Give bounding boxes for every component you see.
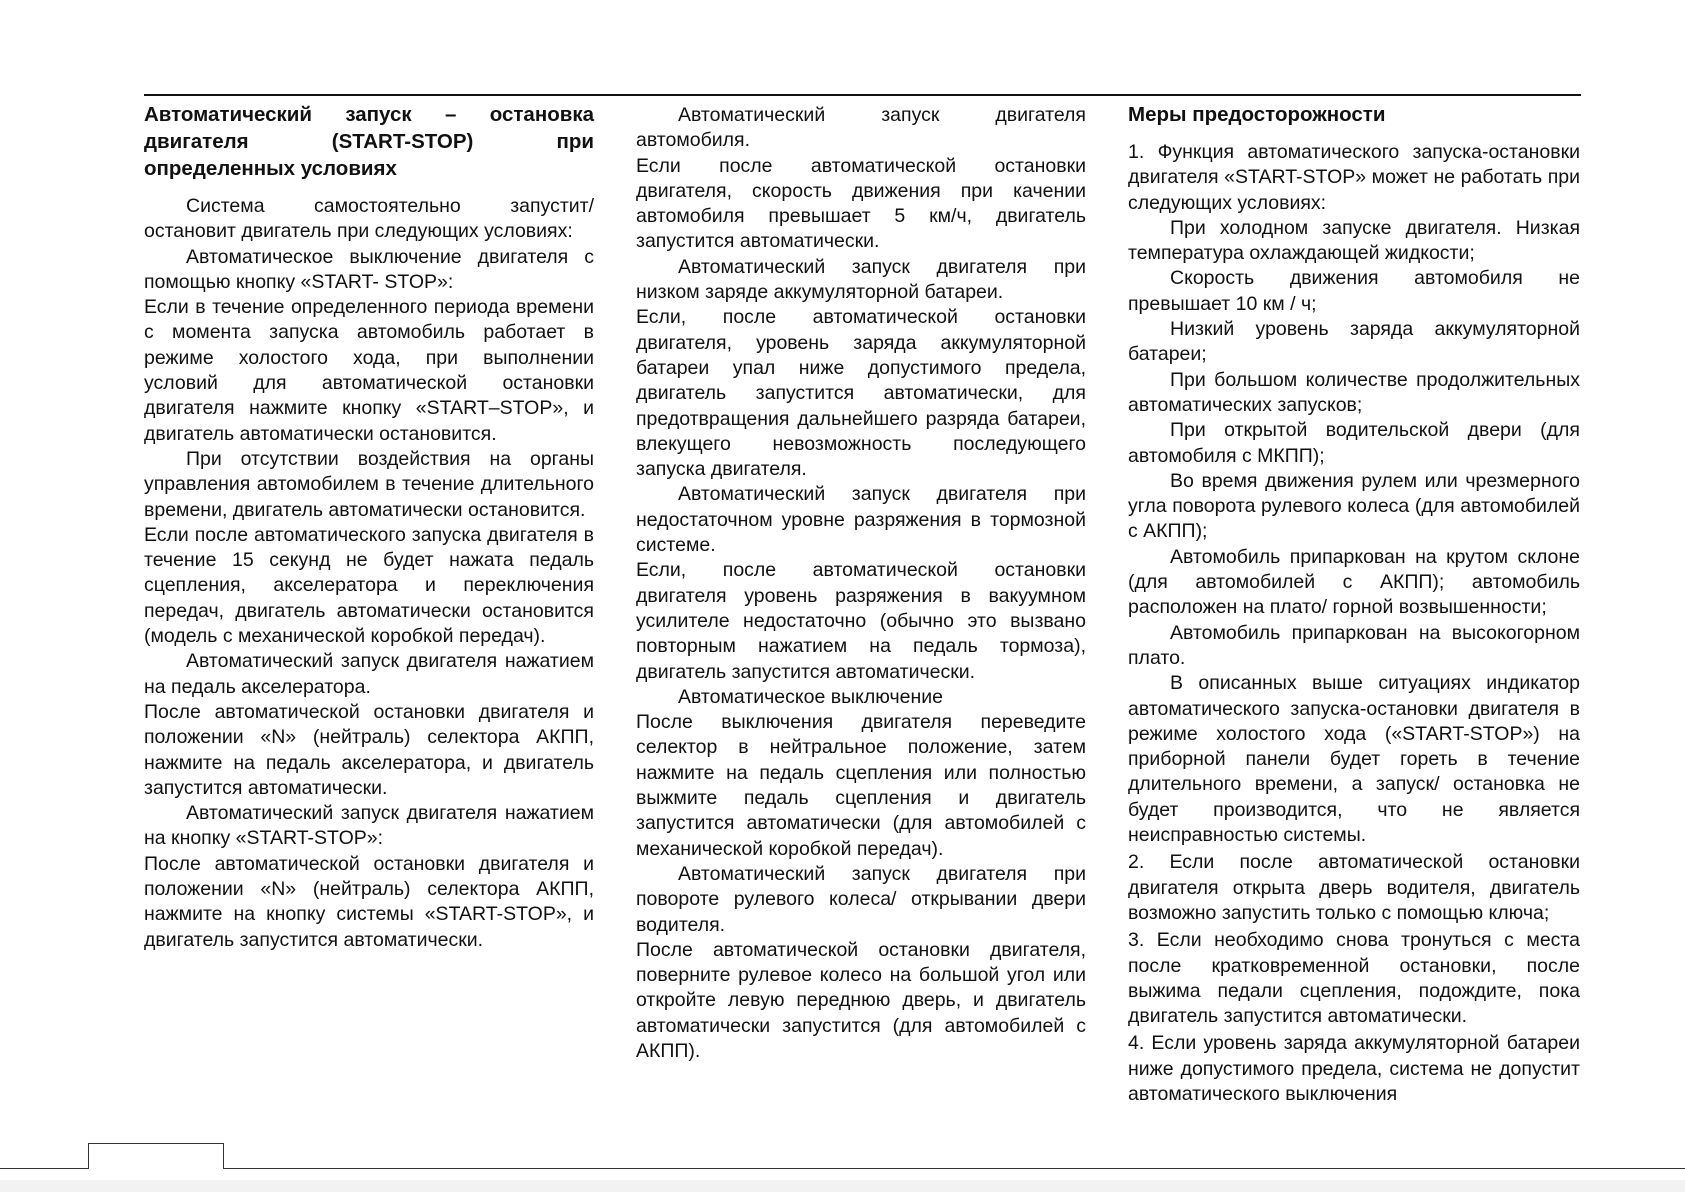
list-item: Низкий уровень заряда аккумуляторной батареи; <box>1128 318 1580 366</box>
paragraph: При отсутствии воздействия на органы управления автомобилем в течение длительного времени, двигатель автоматически остановится. <box>144 447 594 521</box>
column-middle <box>636 103 1086 1064</box>
section-heading-precautions: Меры предосторожности <box>1128 103 1386 126</box>
list-item: Во время движения рулем или чрезмерного угла поворота рулевого колеса (для автомобилей с АКПП); <box>1128 469 1580 543</box>
paragraph: Если, после автоматической остановки двигателя уровень разряжения в вакуумном усилителе недостаточно (обычно это вызвано повторным нажатием на педаль тормоза), двигатель запустится автоматически. <box>636 559 1086 683</box>
paragraph: Автоматический запуск двигателя нажатием на кнопку «START-STOP»: <box>144 802 594 850</box>
paragraph: После автоматической остановки двигателя и положении «N» (нейтраль) селектора АКПП, нажмите на педаль акселератора, и двигатель запустится автоматически. <box>144 700 594 799</box>
paragraph: Если в течение определенного периода времени с момента запуска автомобиль работает в режиме холостого хода, при выполнении условий для автоматической остановки двигателя нажмите кнопку «START–STOP», и двигатель автоматически остановится. <box>144 296 594 445</box>
column-left <box>144 96 594 953</box>
paragraph: После выключения двигателя переведите селектор в нейтральное положение, затем нажмите на педаль сцепления или полностью выжмите педаль сцепления и двигатель запустится автоматически (для автомобилей с механической коробкой передач). <box>636 711 1086 860</box>
paragraph: В описанных выше ситуациях индикатор автоматического запуска-остановки двигателя в режиме холостого хода («START-STOP») на приборной панели будет гореть в течение длительного времени, а запуск/ остановка не будет производится, что не является неисправностью системы. <box>1128 672 1580 847</box>
list-item: Автомобиль припаркован на высокогорном плато. <box>1128 621 1580 669</box>
paragraph: Система самостоятельно запустит/ остановит двигатель при следующих условиях: <box>144 195 594 243</box>
numbered-item: 4. Если уровень заряда аккумуляторной батареи ниже допустимого предела, система не допустит автоматического выключения <box>1128 1032 1580 1105</box>
list-item: При открытой водительской двери (для автомобиля с МКПП); <box>1128 419 1580 467</box>
paragraph: Автоматический запуск двигателя при низком заряде аккумуляторной батареи. <box>636 255 1086 304</box>
column-right <box>1128 96 1580 1107</box>
paragraph: Автоматический запуск двигателя при недостаточном уровне разряжения в тормозной системе. <box>636 483 1086 557</box>
page-number-tab <box>88 1143 224 1169</box>
paragraph: После автоматической остановки двигателя, поверните рулевое колесо на большой угол или откройте левую переднюю дверь, и двигатель автоматически запустится (для автомобилей с АКПП). <box>636 938 1086 1062</box>
paragraph: Автоматический запуск двигателя автомобиля. <box>636 104 1086 152</box>
paragraph: Автоматический запуск двигателя нажатием на педаль акселератора. <box>144 650 594 698</box>
numbered-item: 1. Функция автоматического запуска-остановки двигателя «START-STOP» может не работать при следующих условиях: <box>1128 141 1580 214</box>
list-item: При большом количестве продолжительных автоматических запусков; <box>1128 368 1580 416</box>
list-item: При холодном запуске двигателя. Низкая температура охлаждающей жидкости; <box>1128 216 1580 265</box>
paragraph: Если, после автоматической остановки двигателя, уровень заряда аккумуляторной батареи упал ниже допустимого предела, двигатель запустится автоматически, для предотвращения дальнейшего разряда батареи, влекущего невозможность последующего запуска двигателя. <box>636 306 1086 481</box>
paragraph: Автоматический запуск двигателя при повороте рулевого колеса/ открывании двери водителя. <box>636 862 1086 936</box>
paragraph: Если после автоматической остановки двигателя, скорость движения при качении автомобиля превышает 5 км/ч, двигатель запустится автоматически. <box>636 154 1086 253</box>
paragraph: После автоматической остановки двигателя и положении «N» (нейтраль) селектора АКПП, нажмите на кнопку системы «START-STOP», и двигатель запустится автоматически. <box>144 852 594 951</box>
list-item: Скорость движения автомобиля не превышает 10 км / ч; <box>1128 267 1580 315</box>
numbered-item: 2. Если после автоматической остановки двигателя открыта дверь водителя, двигатель возможно запустить только с помощью ключа; <box>1128 851 1580 924</box>
numbered-item: 3. Если необходимо снова тронуться с места после кратковременной остановки, после выжима педали сцепления, подождите, пока двигатель запустится автоматически. <box>1128 929 1580 1028</box>
paragraph: Автоматическое выключение <box>678 685 943 708</box>
page-footer <box>0 1148 1685 1192</box>
paragraph: Если после автоматического запуска двигателя в течение 15 секунд не будет нажата педаль сцепления, акселератора и переключения передач, двигатель автоматически остановится (модель с механической коробкой передач). <box>144 523 594 648</box>
footer-band <box>0 1180 1685 1192</box>
list-item: Автомобиль припаркован на крутом склоне (для автомобилей с АКПП); автомобиль расположен на плато/ горной возвышенности; <box>1128 545 1580 619</box>
section-heading-start-stop: Автоматический запуск – остановка двигателя (START-STOP) при определенных условиях <box>144 103 594 180</box>
footer-rule <box>0 1168 1685 1169</box>
paragraph: Автоматическое выключение двигателя с помощью кнопку «START- STOP»: <box>144 245 594 293</box>
